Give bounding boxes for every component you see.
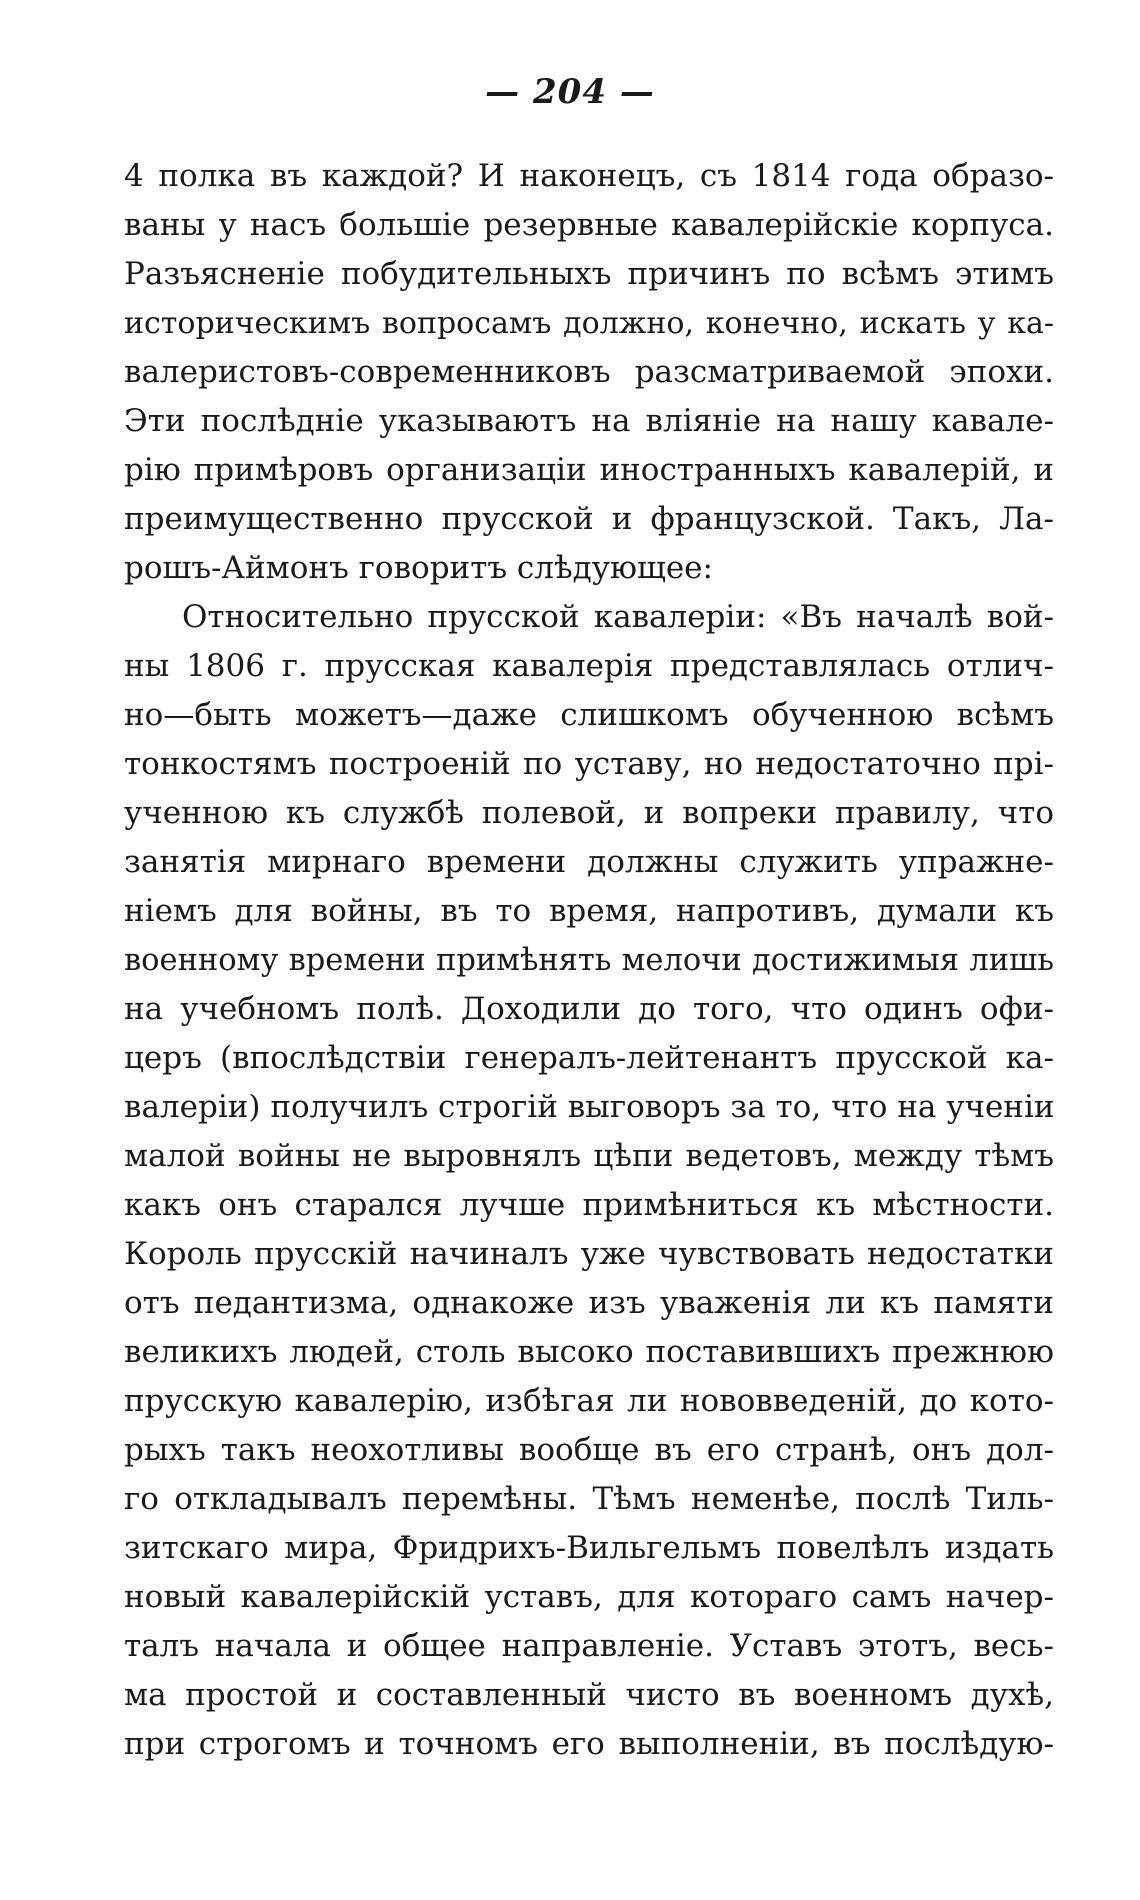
- text-line: великихъ людей, столь высоко поставившихъ прежнюю: [124, 1334, 1054, 1370]
- text-line: тонкостямъ построеній по уставу, но недостаточно прі-: [124, 746, 1054, 782]
- body-text: [124, 152, 1054, 1769]
- text-line: рошъ-Аймонъ говоритъ слѣдующее:: [124, 550, 713, 586]
- text-line: зитскаго мира, Фридрихъ-Вильгельмъ повелѣлъ издать: [124, 1530, 1054, 1566]
- text-line: историческимъ вопросамъ должно, конечно, искать у ка-: [124, 306, 1054, 341]
- text-line: Эти послѣдніе указываютъ на вліяніе на нашу кавале-: [124, 403, 1054, 439]
- text-line: валеристовъ-современниковъ разсматриваемой эпохи.: [124, 354, 1054, 390]
- text-line: Разъясненіе побудительныхъ причинъ по всѣмъ этимъ: [124, 256, 1054, 292]
- page-number: — 204 —: [485, 72, 655, 112]
- text-line: ны 1806 г. прусская кавалерія представлялась отлич-: [124, 648, 1054, 684]
- text-line: ніемъ для войны, въ то время, напротивъ, думали къ: [124, 893, 1054, 929]
- text-line: военному времени примѣнять мелочи достижимыя лишь: [124, 943, 1054, 978]
- text-line: малой войны не выровнялъ цѣпи ведетовъ, между тѣмъ: [124, 1138, 1054, 1174]
- text-line: 4 полка въ каждой? И наконецъ, съ 1814 года образо-: [124, 158, 1054, 194]
- text-line: но—быть можетъ—даже слишкомъ обученною всѣмъ: [124, 697, 1054, 733]
- text-line: ваны у насъ большіе резервные кавалерійскіе корпуса.: [124, 207, 1054, 243]
- text-line: преимущественно прусской и французской. Такъ, Ла-: [124, 501, 1054, 537]
- text-line: на учебномъ полѣ. Доходили до того, что одинъ офи-: [124, 991, 1054, 1027]
- text-line: при строгомъ и точномъ его выполненіи, въ послѣдую-: [124, 1726, 1054, 1762]
- text-line: Король прусскій начиналъ уже чувствовать недостатки: [124, 1236, 1054, 1272]
- text-line: ма простой и составленный чисто въ военномъ духѣ,: [124, 1677, 1054, 1713]
- text-line: какъ онъ старался лучше примѣниться къ мѣстности.: [124, 1187, 1054, 1223]
- text-line: рію примѣровъ организаціи иностранныхъ кавалерій, и: [124, 452, 1054, 488]
- text-line: Относительно прусской кавалеріи: «Въ началѣ вой-: [182, 599, 1054, 635]
- text-line: новый кавалерійскій уставъ, для котораго самъ начер-: [124, 1579, 1054, 1615]
- text-line: рыхъ такъ неохотливы вообще въ его странѣ, онъ дол-: [124, 1432, 1054, 1468]
- text-line: валеріи) получилъ строгій выговоръ за то, что на ученіи: [124, 1089, 1055, 1125]
- text-line: отъ педантизма, однакоже изъ уваженія ли къ памяти: [124, 1285, 1054, 1321]
- text-line: церъ (впослѣдствіи генералъ-лейтенантъ прусской ка-: [124, 1040, 1054, 1076]
- text-line: талъ начала и общее направленіе. Уставъ этотъ, весь-: [124, 1628, 1054, 1664]
- text-line: го откладывалъ перемѣны. Тѣмъ неменѣе, послѣ Тиль-: [124, 1481, 1054, 1517]
- text-line: прусскую кавалерію, избѣгая ли нововведеній, до кото-: [124, 1383, 1054, 1419]
- text-line: ученною къ службѣ полевой, и вопреки правилу, что: [124, 795, 1054, 831]
- text-line: занятія мирнаго времени должны служить упражне-: [124, 844, 1054, 880]
